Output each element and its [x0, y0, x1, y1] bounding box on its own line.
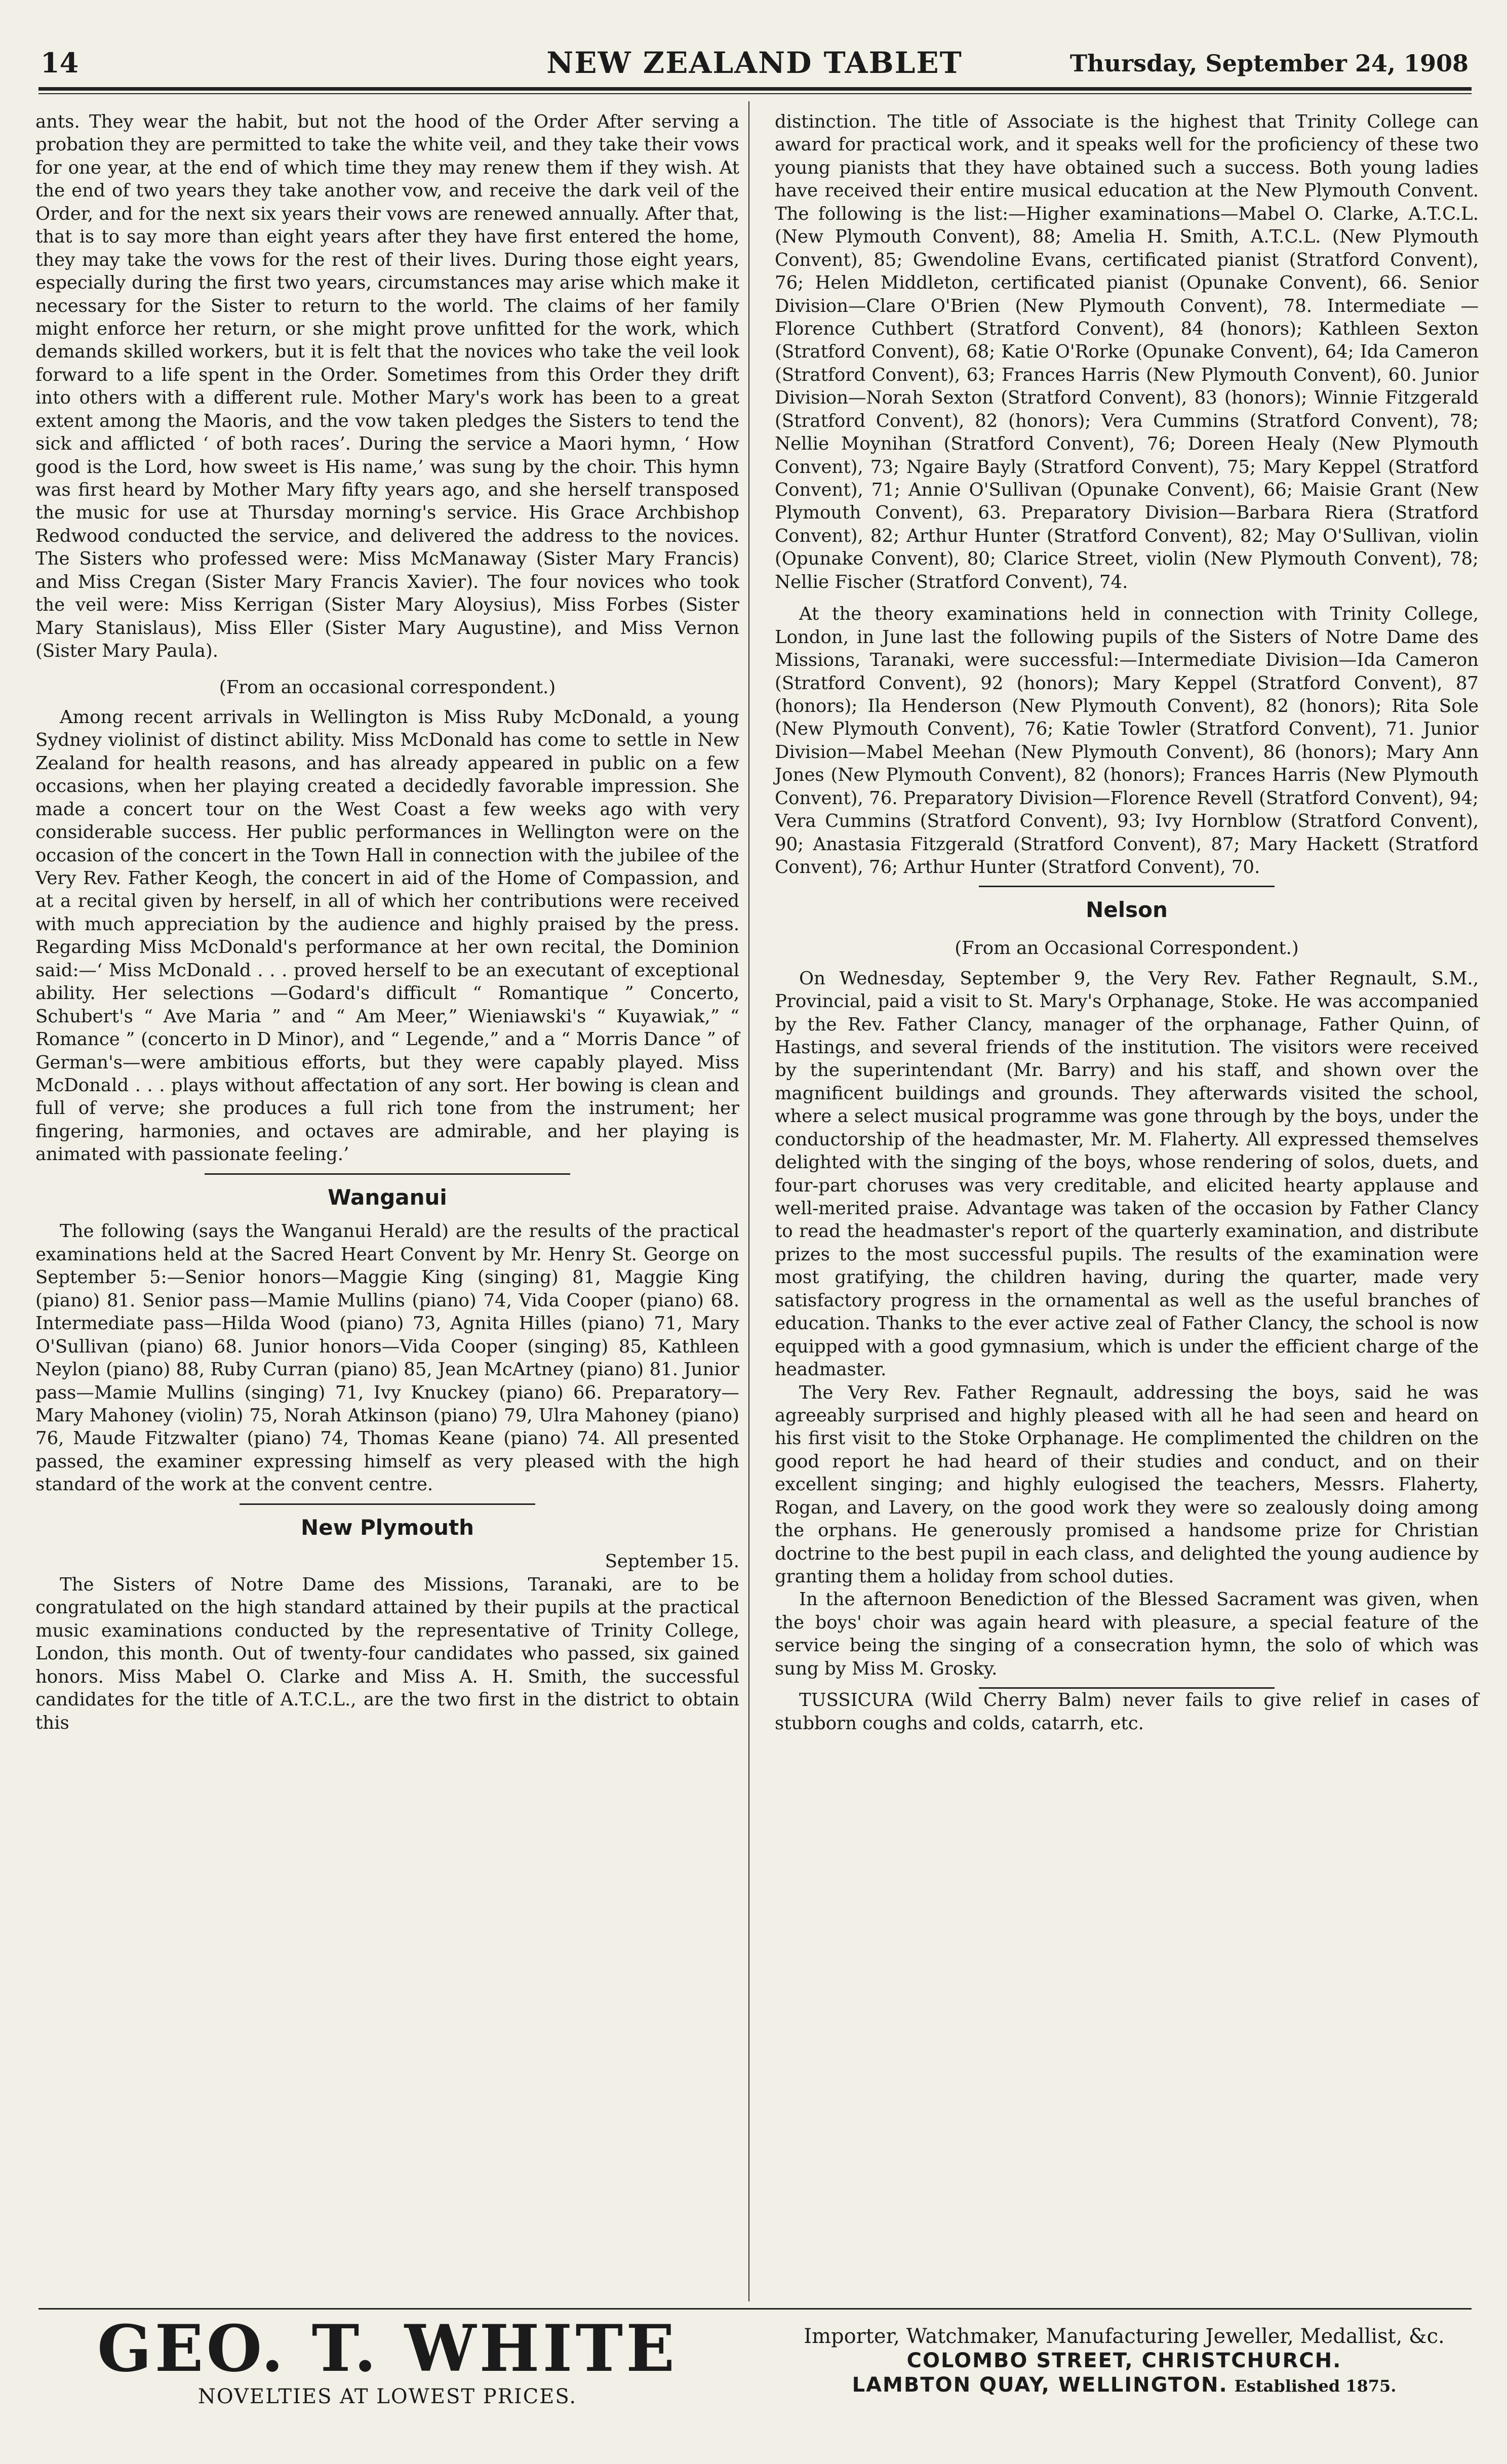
advert-wellington: LAMBTON QUAY, WELLINGTON.	[852, 2373, 1228, 2397]
heading-wanganui: Wanganui	[328, 1184, 447, 1210]
tussicura-notice: TUSSICURA (Wild Cherry Balm) never fails to give relief in cases of stubborn coughs and colds, catarrh, etc.	[775, 1690, 1479, 1734]
issue-date: Thursday, September 24, 1908	[1069, 50, 1469, 77]
article-new-plymouth-text: The Sisters of Notre Dame des Missions, Taranaki, are to be congratulated on the high standard attained by their pupils at the practical music examinations conducted by the representative of Trinity College, London, this month. Out of twenty-four candidates who passed, six gained honors. Miss Mabel O. Clarke and Miss A. H. Smith, the successful candidates for the title of A.T.C.L., are the two first in the district to obtain this	[35, 1574, 739, 1733]
right-column	[775, 110, 1479, 1735]
article-novices-text: ants. They wear the habit, but not the hood of the Order After serving a probation they are permitted to take the white veil, and they take their vows for one year, at the end of which time they may renew them if they wish. At the end of two years they take another vow, and receive the dark veil of the Order, and for the next six years their vows are renewed annually. After that, that is to say more than eight years after they have first entered the home, they may take the vows for the rest of their lives. During those eight years, especially during the first two years, circumstances may arise which make it necessary for the Sister to return to the world. The claims of her family might enforce her return, or she might prove unfitted for the work, which demands skilled workers, but it is felt that the novices who take the veil look forward to a life spent in the Order. Sometimes from this Order they drift into others with a different rule. Mother Mary's work has been to a great extent among the Maoris, and the vow taken pledges the Sisters to tend the sick and afflicted ‘ of both races’. During the service a Maori hymn, ‘ How good is the Lord, how sweet is His name,’ was sung by the choir. This hymn was first heard by Mother Mary fifty years ago, and she herself transposed the music for use at Thursday morning's service. His Grace Archbishop Redwood conducted the service, and delivered the address to the novices. The Sisters who professed were: Miss McManaway (Sister Mary Francis) and Miss Cregan (Sister Mary Francis Xavier). The four novices who took the veil were: Miss Kerrigan (Sister Mary Aloysius), Miss Forbes (Sister Mary Stanislaus), Miss Eller (Sister Mary Augustine), and Miss Vernon (Sister Mary Paula).	[35, 111, 739, 662]
section-divider	[205, 1173, 571, 1175]
dateline: September 15.	[605, 1551, 739, 1572]
advert-geo-t-white	[96, 2311, 679, 2409]
page-header	[41, 47, 1469, 85]
article-nelson-text-3: In the afternoon Benediction of the Blessed Sacrament was given, when the boys' choir was again heard with pleasure, a special feature of the service being the singing of a consecration hymn, the solo of which was sung by Miss M. Grosky.	[775, 1589, 1479, 1679]
article-nelson-text: On Wednesday, September 9, the Very Rev. Father Regnault, S.M., Provincial, paid a visit to St. Mary's Orphanage, Stoke. He was accompanied by the Rev. Father Clancy, manager of the orphanage, Father Quinn, of Hastings, and several friends of the institution. The visitors were received by the superintendant (Mr. Barry) and his staff, and shown over the magnificent buildings and grounds. They afterwards visited the school, where a select musical programme was gone through by the boys, under the conductorship of the headmaster, Mr. M. Flaherty. All expressed themselves delighted with the singing of the boys, whose rendering of solos, duets, and four-part choruses was very creditable, and elicited hearty applause and well-merited praise. Advantage was taken of the occasion by Father Clancy to read the headmaster's report of the quarterly examination, and distribute prizes to the most successful pupils. The results of the examination were most gratifying, the children having, during the quarter, made very satisfactory progress in the ornamental as well as the useful branches of education. Thanks to the ever active zeal of Father Clancy, the school is now equipped with a good gymnasium, which is under the efficient charge of the headmaster.	[775, 968, 1479, 1380]
footer-rule	[38, 2308, 1472, 2310]
heading-new-plymouth: New Plymouth	[300, 1515, 474, 1540]
left-column	[35, 110, 739, 1734]
header-rule-thin	[38, 93, 1472, 94]
article-mcdonald-text: Among recent arrivals in Wellington is Miss Ruby McDonald, a young Sydney violinist of distinct ability. Miss McDonald has come to settle in New Zealand for health reasons, and has already appeared in public on a few occasions, when her playing created a decidedly favorable impression. She made a concert tour on the West Coast a few weeks ago with very considerable success. Her public performances in Wellington were on the occasion of the concert in the Town Hall in connection with the jubilee of the Very Rev. Father Keogh, the concert in aid of the Home of Compassion, and at a recital given by herself, in all of which her contributions were received with much appreciation by the audience and highly praised by the press. Regarding Miss McDonald's performance at her own recital, the Dominion said:—‘ Miss McDonald . . . proved herself to be an executant of exceptional ability. Her selections —Godard's difficult “ Romantique ” Concerto, Schubert's “ Ave Maria ” and “ Am Meer,” Wieniawski's “ Kuyawiak,” “ Romance ” (concerto in D Minor), and “ Legende,” and a “ Morris Dance ” of German's—were ambitious efforts, but they were capably played. Miss McDonald . . . plays without affectation of any sort. Her bowing is clean and full of verve; she produces a full rich tone from the instrument; her fingering, harmonies, and octaves are admirable, and her playing is animated with passionate feeling.’	[35, 706, 739, 1165]
correspondent-note: (From an Occasional Correspondent.)	[955, 938, 1299, 959]
section-divider	[979, 886, 1275, 887]
advert-address	[775, 2324, 1474, 2397]
advert-tagline: NOVELTIES AT LOWEST PRICES.	[197, 2385, 577, 2409]
newspaper-title: NEW ZEALAND TABLET	[546, 46, 963, 80]
article-theory-results-text: At the theory examinations held in connection with Trinity College, London, in June last the following pupils of the Sisters of Notre Dame des Missions, Taranaki, were successful:—Intermediate Division—Ida Cameron (Stratford Convent), 92 (honors); Mary Keppel (Stratford Convent), 87 (honors); Ila Henderson (New Plymouth Convent), 82 (honors); Rita Sole (New Plymouth Convent), 76; Katie Towler (Stratford Convent), 71. Junior Division—Mabel Meehan (New Plymouth Convent), 86 (honors); Mary Ann Jones (New Plymouth Convent), 82 (honors); Frances Harris (New Plymouth Convent), 76. Preparatory Division—Florence Revell (Stratford Convent), 94; Vera Cummins (Stratford Convent), 93; Ivy Hornblow (Stratford Convent), 90; Anastasia Fitzgerald (Stratford Convent), 87; Mary Hackett (Stratford Convent), 76; Arthur Hunter (Stratford Convent), 70.	[775, 604, 1479, 878]
advert-established: Established 1875.	[1234, 2376, 1397, 2396]
heading-nelson: Nelson	[1086, 897, 1168, 923]
advert-christchurch: COLOMBO STREET, CHRISTCHURCH.	[906, 2349, 1342, 2372]
article-wanganui-text: The following (says the Wanganui Herald) are the results of the practical examinations held at the Sacred Heart Convent by Mr. Henry St. George on September 5:—Senior honors—Maggie King (singing) 81, Maggie King (piano) 81. Senior pass—Mamie Mullins (piano) 74, Vida Cooper (piano) 68. Intermediate pass—Hilda Wood (piano) 73, Agnita Hilles (piano) 71, Mary O'Sullivan (piano) 68. Junior honors—Vida Cooper (singing) 85, Kathleen Neylon (piano) 88, Ruby Curran (piano) 85, Jean McArtney (piano) 81. Junior pass—Mamie Mullins (singing) 71, Ivy Knuckey (piano) 66. Preparatory—Mary Mahoney (violin) 75, Norah Atkinson (piano) 79, Ulra Mahoney (piano) 76, Maude Fitzwalter (piano) 74, Thomas Keane (piano) 74. All presented passed, the examiner expressing himself as very pleased with the high standard of the work at the convent centre.	[35, 1221, 739, 1495]
correspondent-note: (From an occasional correspondent.)	[219, 677, 556, 698]
column-divider	[748, 101, 749, 2301]
advert-trades: Importer, Watchmaker, Manufacturing Jeweller, Medallist, &c.	[804, 2325, 1445, 2348]
header-rule	[38, 87, 1472, 91]
article-nelson-text-2: The Very Rev. Father Regnault, addressing the boys, said he was agreeably surprised and highly pleased with all he had seen and heard on his first visit to the Stoke Orphanage. He complimented the children on the good report he had heard of their studies and conduct, and on their excellent singing; and highly eulogised the teachers, Messrs. Flaherty, Rogan, and Lavery, on the good work they were so zealously doing among the orphans. He generously promised a handsome prize for Christian doctrine to the best pupil in each class, and delighted the young audience by granting them a holiday from school duties.	[775, 1382, 1479, 1587]
advert-name: GEO. T. WHITE	[97, 2311, 678, 2386]
section-divider	[240, 1503, 535, 1505]
article-exam-results-text: distinction. The title of Associate is the highest that Trinity College can award for practical work, and it speaks well for the proficiency of these two young pianists that they have obtained such a success. Both young ladies have received their entire musical education at the New Plymouth Convent. The following is the list:—Higher examinations—Mabel O. Clarke, A.T.C.L. (New Plymouth Convent), 88; Amelia H. Smith, A.T.C.L. (New Plymouth Convent), 85; Gwendoline Evans, certificated pianist (Stratford Convent), 76; Helen Middleton, certificated pianist (Opunake Convent), 66. Senior Division—Clare O'Brien (New Plymouth Convent), 78. Intermediate — Florence Cuthbert (Stratford Convent), 84 (honors); Kathleen Sexton (Stratford Convent), 68; Katie O'Rorke (Opunake Convent), 64; Ida Cameron (Stratford Convent), 63; Frances Harris (New Plymouth Convent), 60. Junior Division—Norah Sexton (Stratford Convent), 83 (honors); Winnie Fitzgerald (Stratford Convent), 82 (honors); Vera Cummins (Stratford Convent), 78; Nellie Moynihan (Stratford Convent), 76; Doreen Healy (New Plymouth Convent), 73; Ngaire Bayly (Stratford Convent), 75; Mary Keppel (Stratford Convent), 71; Annie O'Sullivan (Opunake Convent), 66; Maisie Grant (New Plymouth Convent), 63. Preparatory Division—Barbara Riera (Stratford Convent), 82; Arthur Hunter (Stratford Convent), 82; May O'Sullivan, violin (Opunake Convent), 80; Clarice Street, violin (New Plymouth Convent), 78; Nellie Fischer (Stratford Convent), 74.	[775, 111, 1479, 592]
page-number: 14	[41, 47, 79, 79]
